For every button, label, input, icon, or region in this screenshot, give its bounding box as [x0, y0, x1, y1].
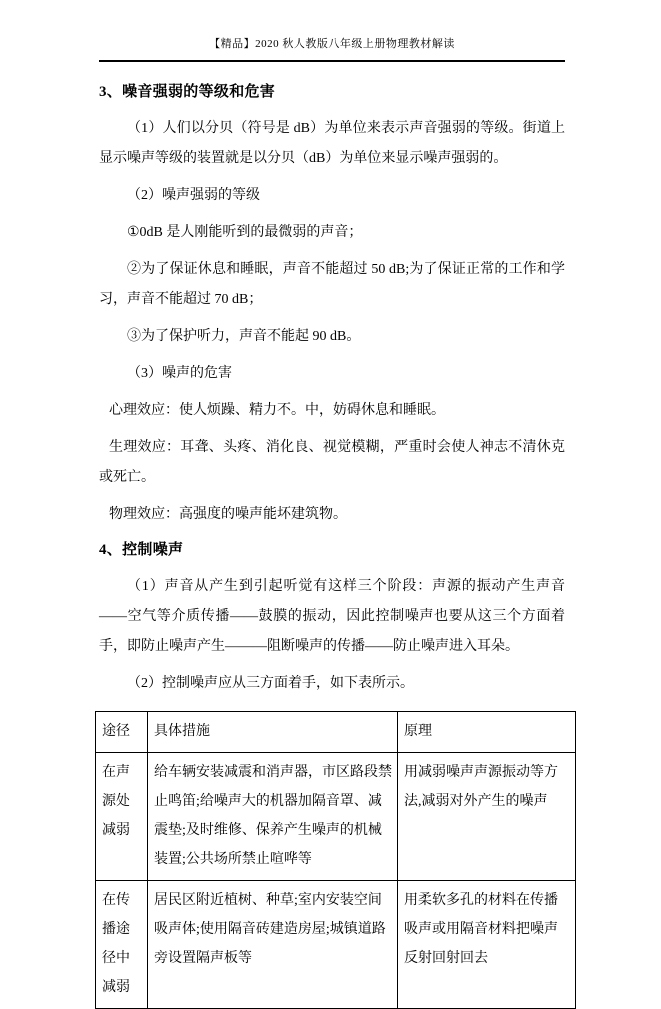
- section4-paragraph-2: （2）控制噪声应从三方面着手，如下表所示。: [127, 676, 414, 691]
- effect-physical: 物理效应：高强度的噪声能坏建筑物。: [109, 507, 347, 522]
- table-header-row: [96, 712, 576, 753]
- noise-control-table: [95, 711, 576, 1009]
- table-row: [96, 753, 576, 881]
- section4-heading: 4、控制噪声: [99, 542, 184, 558]
- table-row: [96, 881, 576, 1009]
- table-header-principle: 原理: [398, 712, 576, 753]
- cell-way-source: 在声源处减弱: [96, 753, 148, 881]
- section4-paragraph-1: （1）声音从产生到引起听觉有这样三个阶段：声源的振动产生声音——空气等介质传播——鼓膜的振动，因此控制噪声也要从这三个方面着手，即防止噪声产生———阻断噪声的传播——防止噪声进入耳朵。: [99, 579, 565, 654]
- section3-paragraph-3: （3）噪声的危害: [127, 366, 232, 381]
- section3-paragraph-2: （2）噪声强弱的等级: [127, 188, 260, 203]
- section3-item-3: ③为了保护听力，声音不能起 90 dB。: [127, 329, 361, 344]
- section3-heading: 3、噪音强弱的等级和危害: [99, 84, 276, 100]
- doc-header-title: 【精品】2020 秋人教版八年级上册物理教材解读: [99, 0, 565, 62]
- section3-paragraph-1: （1）人们以分贝（符号是 dB）为单位来表示声音强弱的等级。街道上显示噪声等级的装置就是以分贝（dB）为单位来显示噪声强弱的。: [99, 121, 565, 166]
- cell-principle-source: 用减弱噪声声源振动等方法,减弱对外产生的噪声: [398, 753, 576, 881]
- table-header-measures: 具体措施: [148, 712, 398, 753]
- section3-item-2: ②为了保证休息和睡眠，声音不能超过 50 dB;为了保证正常的工作和学习，声音不能超过 70 dB；: [99, 262, 565, 307]
- content-column: [99, 0, 565, 1009]
- cell-measures-source: 给车辆安装减震和消声器，市区路段禁止鸣笛;给噪声大的机器加隔音罩、减震垫;及时维修、保养产生噪声的机械装置;公共场所禁止喧哗等: [148, 753, 398, 881]
- section3-item-1: ①0dB 是人刚能听到的最微弱的声音；: [127, 225, 363, 240]
- effect-physiological: 生理效应：耳聋、头疼、消化良、视觉模糊，严重时会使人神志不清休克或死亡。: [99, 440, 565, 485]
- effect-psychological: 心理效应：使人烦躁、精力不。中，妨碍休息和睡眠。: [109, 403, 445, 418]
- cell-measures-path: 居民区附近植树、种草;室内安装空间吸声体;使用隔音砖建造房屋;城镇道路旁设置隔声板等: [148, 881, 398, 1009]
- table-header-way: 途径: [96, 712, 148, 753]
- cell-principle-path: 用柔软多孔的材料在传播吸声或用隔音材料把噪声反射回射回去: [398, 881, 576, 1009]
- cell-way-path: 在传播途径中减弱: [96, 881, 148, 1009]
